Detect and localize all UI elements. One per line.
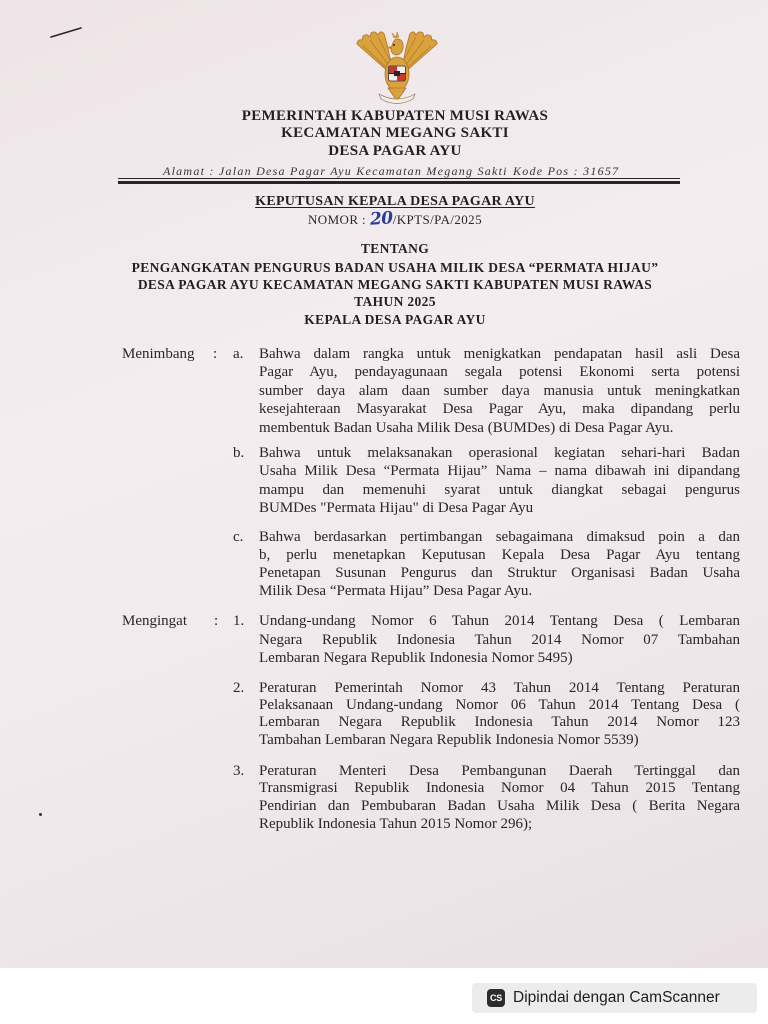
decree-number-suffix: /KPTS/PA/2025 [392,212,482,227]
decree-subject-line: PENGANGKATAN PENGURUS BADAN USAHA MILIK DESA “PERMATA HIJAU” [131,260,659,275]
considering-colon: : [213,346,218,362]
decree-number-prefix: NOMOR : [308,212,367,227]
paragraph-line: b, perlu menetapkan Keputusan Kepala Desa Pagar Ayu tentang [259,547,740,563]
paragraph-line: Republik Indonesia Tahun 2015 Nomor 296); [259,816,533,832]
paragraph-line: BUMDes "Permata Hijau" di Desa Pagar Ayu [259,500,534,516]
letterhead-address: Alamat : Jalan Desa Pagar Ayu Kecamatan Megang Sakti [163,164,508,178]
letterhead-village: DESA PAGAR AYU [328,143,462,159]
paragraph-line: Bahwa untuk melaksanakan operasional kegiatan sehari-hari Badan [259,445,740,461]
paragraph-line: Bahwa berdasarkan pertimbangan sebagaimana dimaksud poin a dan [259,529,740,545]
letterhead-postal-code: Kode Pos : 31657 [513,164,620,178]
paragraph-line: sumber daya alam daan sumber daya manusia untuk meningkatkan [259,383,740,399]
paragraph-line: Lembaran Negara Republik Indonesia Nomor 5495) [259,650,573,666]
item-marker: 3. [233,763,245,779]
decree-number [100,209,690,229]
item-marker: 2. [233,680,245,696]
letterhead-government: PEMERINTAH KABUPATEN MUSI RAWAS [241,108,549,124]
paragraph-line: Bahwa dalam rangka untuk menigkatkan pendapatan hasil asli Desa [259,346,740,362]
pen-mark [48,24,84,42]
paragraph-line: Peraturan Pemerintah Nomor 43 Tahun 2014 Tentang Peraturan [259,680,740,696]
paragraph-line: Undang-undang Nomor 6 Tahun 2014 Tentang Desa ( Lembaran [259,613,740,629]
letterhead-district: KECAMATAN MEGANG SAKTI [281,125,509,141]
item-marker: 1. [233,613,245,629]
camscanner-icon: CS [487,989,505,1007]
decree-subject-line: TAHUN 2025 [354,294,436,309]
paragraph-line: mampu dan memenuhi syarat untuk diangkat sebagai pengurus [259,482,740,498]
paragraph-line: Pendirian dan Pembubaran Badan Usaha Milik Desa ( Berita Negara [259,798,740,814]
paragraph-line: Milik Desa “Permata Hijau” Desa Pagar Ayu. [259,583,533,599]
paragraph-line: membentuk Badan Usaha Milik Desa (BUMDes) di Desa Pagar Ayu. [259,420,674,436]
considering-label: Menimbang [122,346,195,362]
paragraph-line: Tambahan Lembaran Negara Republik Indonesia Nomor 5539) [259,732,639,748]
ink-dot [39,813,42,816]
paragraph-line: Pagar Ayu, pendayagunaan segala potensi Ekonomi serta potensi [259,364,740,380]
paragraph-line: Transmigrasi Republik Indonesia Nomor 04 Tahun 2015 Tentang [259,780,740,796]
paragraph-line: Lembaran Negara Republik Indonesia Tahun 2014 Nomor 123 [259,714,740,730]
recalling-label: Mengingat [122,613,187,629]
camscanner-text: Dipindai dengan CamScanner [513,989,720,1006]
decree-number-handwritten: 20 [369,208,394,230]
paragraph-line: Negara Republik Indonesia Tahun 2014 Nomor 07 Tambahan [259,632,740,648]
item-marker: b. [233,445,245,461]
paragraph-line: Peraturan Menteri Desa Pembangunan Daerah Tertinggal dan [259,763,740,779]
decree-about: TENTANG [360,241,430,256]
paragraph-line: Pelaksanaan Undang-undang Nomor 06 Tahun 2014 Tentang Desa ( [259,697,740,713]
decree-issuer: KEPALA DESA PAGAR AYU [304,312,486,327]
item-marker: c. [233,529,244,545]
camscanner-watermark [472,983,757,1013]
paragraph-line: kesejahteraan Masyarakat Desa Pagar Ayu, maka dipandang perlu [259,401,740,417]
decree-title-text: KEPUTUSAN KEPALA DESA PAGAR AYU [255,194,535,209]
garuda-emblem [351,28,443,106]
letterhead-rule [118,178,680,184]
decree-subject-line: DESA PAGAR AYU KECAMATAN MEGANG SAKTI KABUPATEN MUSI RAWAS [137,277,653,292]
recalling-colon: : [214,613,219,629]
item-marker: a. [233,346,244,362]
paragraph-line: Usaha Milik Desa “Permata Hijau” Nama – nama dibawah ini dipandang [259,463,740,479]
paragraph-line: Penetapan Susunan Pengurus dan Struktur Organisasi Badan Usaha [259,565,740,581]
